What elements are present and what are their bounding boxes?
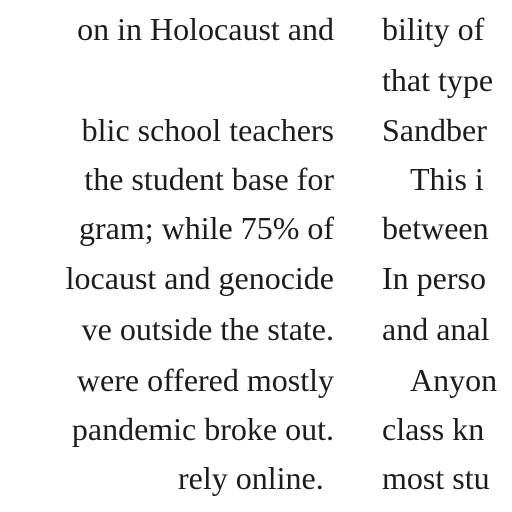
- text-line: ve outside the state.: [81, 311, 334, 347]
- text-line: locaust and genocide: [65, 260, 334, 296]
- text-line: rely online.: [178, 460, 324, 496]
- text-line: most stu: [382, 460, 490, 496]
- text-line: on in Holocaust and: [77, 11, 334, 47]
- text-line: blic school teachers: [81, 112, 334, 148]
- text-line: between: [382, 210, 489, 246]
- text-line: Sandber: [382, 112, 487, 148]
- text-line: were offered mostly: [76, 362, 334, 398]
- text-line: pandemic broke out.: [71, 411, 334, 447]
- text-line: This i: [410, 161, 484, 197]
- text-line: the student base for: [84, 161, 334, 197]
- text-line: In perso: [382, 260, 486, 296]
- text-line: class kn: [382, 411, 485, 447]
- text-line: that type: [382, 62, 494, 98]
- text-line: and anal: [382, 311, 490, 347]
- text-line: Anyon: [410, 362, 498, 398]
- text-line: gram; while 75% of: [78, 210, 334, 246]
- text-line: bility of: [382, 11, 485, 47]
